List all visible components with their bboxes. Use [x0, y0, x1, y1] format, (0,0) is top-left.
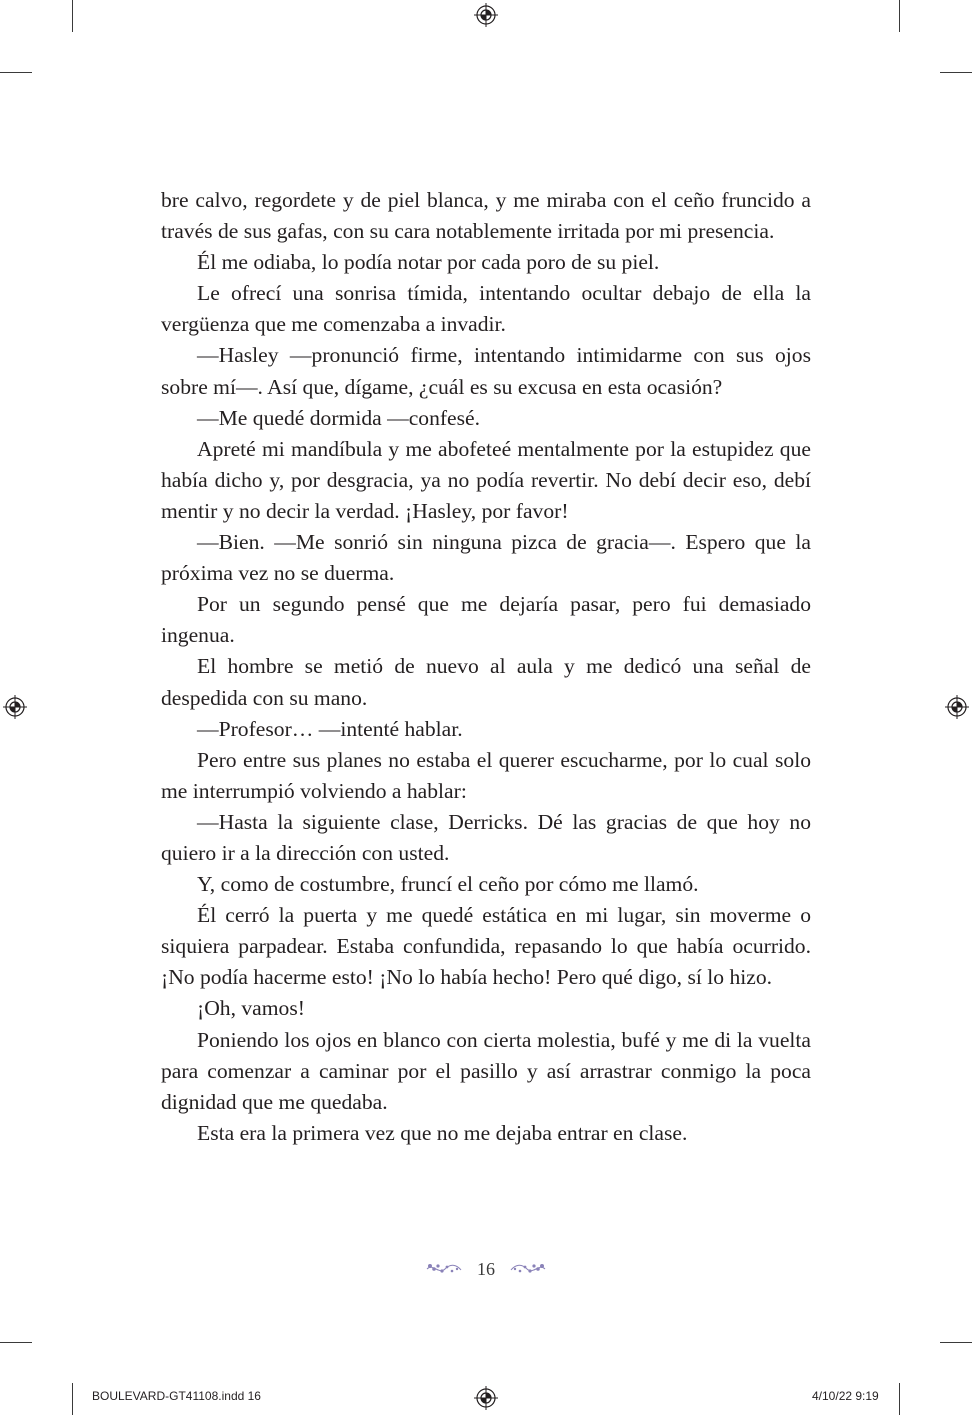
crop-mark-icon	[0, 1342, 32, 1343]
crop-mark-icon	[72, 1383, 73, 1415]
crop-mark-icon	[940, 72, 972, 73]
paragraph: Él me odiaba, lo podía notar por cada poro de su piel.	[197, 250, 660, 275]
paragraph: ¡Oh, vamos!	[197, 996, 305, 1021]
crop-mark-icon	[72, 0, 73, 32]
paragraph: Esta era la primera vez que no me dejaba entrar en clase.	[197, 1120, 688, 1145]
paragraph: —Hasley —pronunció firme, intentando intimidarme con sus ojos sobre mí—. Así que, dígame, ¿cuál es su excusa en esta ocasión?	[161, 343, 811, 399]
paragraph: Le ofrecí una sonrisa tímida, intentando ocultar debajo de ella la vergüenza que me comenzaba a invadir.	[161, 281, 811, 337]
paragraph: bre calvo, regordete y de piel blanca, y me miraba con el ceño fruncido a través de sus gafas, con su cara notablemente irritada por mi presencia.	[161, 188, 811, 244]
paragraph: —Hasta la siguiente clase, Derricks. Dé las gracias de que hoy no quiero ir a la dirección con usted.	[161, 809, 811, 865]
registration-mark-icon	[474, 1386, 498, 1410]
registration-mark-icon	[474, 3, 498, 27]
body-text	[161, 185, 811, 1149]
paragraph: El hombre se metió de nuevo al aula y me dedicó una señal de despedida con su mano.	[161, 654, 811, 710]
paragraph: Por un segundo pensé que me dejaría pasar, pero fui demasiado ingenua.	[161, 592, 811, 648]
page-number: 16	[477, 1258, 495, 1279]
slug-file-name: BOULEVARD-GT41108.indd 16	[92, 1389, 261, 1403]
floral-ornament-icon	[425, 1260, 463, 1278]
slug-date-time: 4/10/22 9:19	[812, 1389, 879, 1403]
paragraph: Apreté mi mandíbula y me abofeteé mentalmente por la estupidez que había dicho y, por desgracia, ya no podía revertir. No debí decir eso, debí mentir y no decir la verdad. ¡Hasley, por favor!	[161, 436, 811, 523]
paragraph: —Bien. —Me sonrió sin ninguna pizca de gracia—. Espero que la próxima vez no se duerma.	[161, 530, 811, 586]
registration-mark-icon	[3, 695, 27, 719]
ornament-vine	[427, 1265, 461, 1270]
paragraph: Pero entre sus planes no estaba el querer escucharme, por lo cual solo me interrumpió volviendo a hablar:	[161, 747, 811, 803]
crop-mark-icon	[940, 1342, 972, 1343]
crop-mark-icon	[899, 0, 900, 32]
floral-ornament-icon	[509, 1260, 547, 1278]
paragraph: —Me quedé dormida —confesé.	[197, 405, 481, 430]
paragraph: —Profesor… —intenté hablar.	[197, 716, 463, 741]
registration-mark-icon	[945, 695, 969, 719]
crop-mark-icon	[899, 1383, 900, 1415]
crop-mark-icon	[0, 72, 32, 73]
paragraph: Poniendo los ojos en blanco con cierta molestia, bufé y me di la vuelta para comenzar a caminar por el pasillo y así arrastrar conmigo la poca dignidad que me quedaba.	[161, 1027, 811, 1114]
paragraph: Él cerró la puerta y me quedé estática en mi lugar, sin moverme o siquiera parpadear. Estaba confundida, repasando lo que había ocurrido. ¡No podía hacerme esto! ¡No lo había hecho! Pero qué digo, sí lo hizo.	[161, 903, 811, 990]
page-folio	[0, 1254, 972, 1284]
paragraph: Y, como de costumbre, fruncí el ceño por cómo me llamó.	[197, 872, 699, 897]
